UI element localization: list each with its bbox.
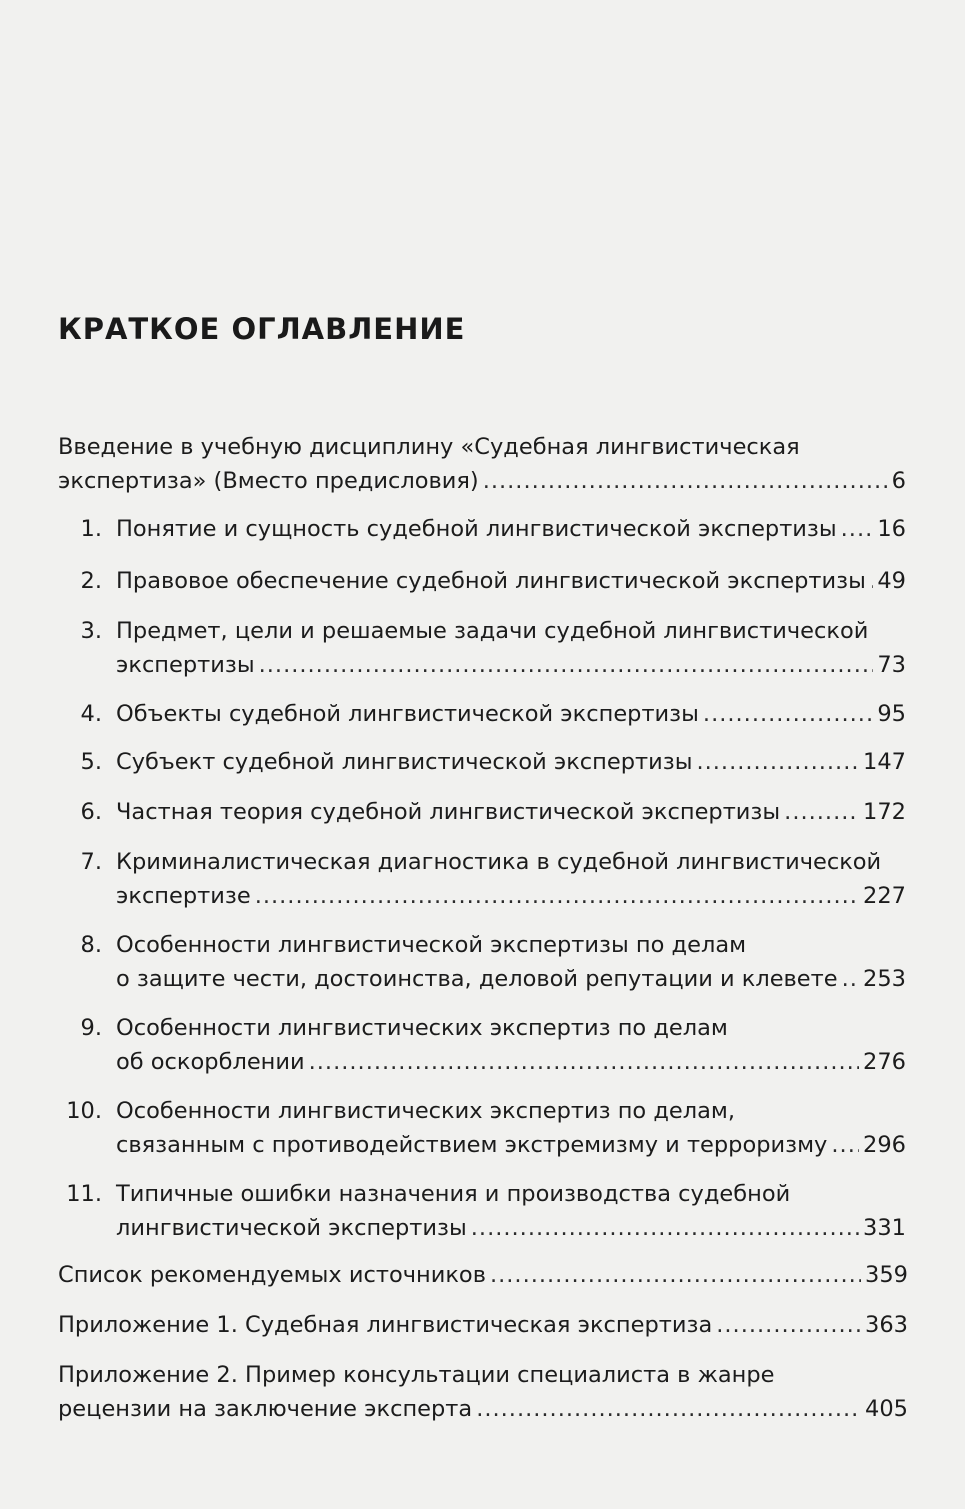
leader-dots [784, 795, 859, 829]
toc-entry-title-line2: лингвистической экспертизы [116, 1215, 467, 1241]
toc-page-number: 73 [877, 652, 906, 678]
toc-entry-appendix-2[interactable] [58, 1358, 908, 1426]
leader-dots [259, 648, 874, 682]
leader-dots [703, 697, 873, 731]
toc-page-number: 16 [877, 516, 906, 542]
toc-entry-title-line1: Приложение 2. Пример консультации специалиста в жанре [58, 1362, 775, 1388]
toc-entry-chapter-2[interactable] [58, 564, 906, 598]
toc-entry-chapter-5[interactable] [58, 745, 906, 779]
toc-entry-title: Субъект судебной лингвистической экспертизы [116, 749, 693, 775]
toc-chapter-number: 5. [80, 749, 102, 775]
toc-page-number: 331 [863, 1215, 906, 1241]
toc-entry-intro[interactable] [58, 430, 906, 498]
toc-page-number: 227 [863, 883, 906, 909]
leader-dots [870, 564, 873, 598]
toc-entry-title-line1: Особенности лингвистической экспертизы по делам [116, 932, 747, 958]
toc-entry-chapter-7[interactable] [58, 845, 906, 913]
leader-dots [471, 1211, 859, 1245]
toc-entry-title-line2: экспертизы [116, 652, 255, 678]
leader-dots [309, 1045, 859, 1079]
toc-page-number: 363 [865, 1312, 908, 1338]
toc-page-number: 296 [863, 1132, 906, 1158]
toc-page-number: 6 [891, 468, 906, 494]
toc-chapter-number: 6. [80, 799, 102, 825]
leader-dots [490, 1258, 861, 1292]
leader-dots [716, 1308, 861, 1342]
toc-page-number: 147 [863, 749, 906, 775]
toc-entry-chapter-11[interactable] [58, 1177, 906, 1245]
toc-entry-chapter-10[interactable] [58, 1094, 906, 1162]
toc-entry-title: Частная теория судебной лингвистической экспертизы [116, 799, 781, 825]
toc-entry-sources[interactable] [58, 1258, 908, 1292]
toc-entry-chapter-9[interactable] [58, 1011, 906, 1079]
page-title: КРАТКОЕ ОГЛАВЛЕНИЕ [58, 312, 466, 346]
leader-dots [696, 745, 859, 779]
leader-dots [841, 512, 874, 546]
toc-chapter-number: 1. [80, 516, 102, 542]
toc-entry-chapter-3[interactable] [58, 614, 906, 682]
toc-entry-title-line1: Особенности лингвистических экспертиз по делам, [116, 1098, 736, 1124]
toc-entry-title: Приложение 1. Судебная лингвистическая экспертиза [58, 1312, 713, 1338]
toc-page-number: 172 [863, 799, 906, 825]
toc-entry-title-line2: о защите чести, достоинства, деловой репутации и клевете [116, 966, 838, 992]
toc-entry-title: Правовое обеспечение судебной лингвистической экспертизы [116, 568, 866, 594]
leader-dots [255, 879, 859, 913]
toc-entry-chapter-1[interactable] [58, 512, 906, 546]
toc-entry-title-line2: связанным с противодействием экстремизму и терроризму [116, 1132, 828, 1158]
toc-chapter-number: 4. [80, 701, 102, 727]
toc-page-number: 253 [863, 966, 906, 992]
toc-chapter-number: 2. [80, 568, 102, 594]
toc-entry-title-line2: экспертизе [116, 883, 251, 909]
toc-entry-title-line1: Предмет, цели и решаемые задачи судебной лингвистической [116, 618, 869, 644]
toc-entry-title-line1: Криминалистическая диагностика в судебной лингвистической [116, 849, 882, 875]
toc-page-number: 359 [865, 1262, 908, 1288]
toc-page-number: 49 [877, 568, 906, 594]
toc-chapter-number: 10. [66, 1098, 102, 1124]
toc-entry-title-line1: Особенности лингвистических экспертиз по делам [116, 1015, 728, 1041]
toc-chapter-number: 11. [66, 1181, 102, 1207]
bleed-through-text [60, 0, 940, 320]
leader-dots [831, 1128, 859, 1162]
leader-dots [483, 464, 888, 498]
toc-chapter-number: 9. [80, 1015, 102, 1041]
toc-page-number: 276 [863, 1049, 906, 1075]
toc-entry-appendix-1[interactable] [58, 1308, 908, 1342]
toc-entry-chapter-4[interactable] [58, 697, 906, 731]
toc-page-number: 405 [865, 1396, 908, 1422]
leader-dots [476, 1392, 861, 1426]
leader-dots [842, 962, 859, 996]
toc-entry-chapter-6[interactable] [58, 795, 906, 829]
toc-chapter-number: 7. [80, 849, 102, 875]
toc-entry-title-line2: об оскорблении [116, 1049, 305, 1075]
toc-page-number: 95 [877, 701, 906, 727]
toc-entry-title-line2: рецензии на заключение эксперта [58, 1396, 473, 1422]
toc-entry-title-line1: Типичные ошибки назначения и производства судебной [116, 1181, 791, 1207]
toc-chapter-number: 8. [80, 932, 102, 958]
toc-chapter-number: 3. [80, 618, 102, 644]
toc-entry-title-line2: экспертиза» (Вместо предисловия) [58, 468, 479, 494]
toc-entry-chapter-8[interactable] [58, 928, 906, 996]
toc-entry-title-line1: Введение в учебную дисциплину «Судебная лингвистическая [58, 434, 800, 460]
toc-entry-title: Список рекомендуемых источников [58, 1262, 486, 1288]
toc-entry-title: Объекты судебной лингвистической экспертизы [116, 701, 699, 727]
toc-entry-title: Понятие и сущность судебной лингвистической экспертизы [116, 516, 837, 542]
